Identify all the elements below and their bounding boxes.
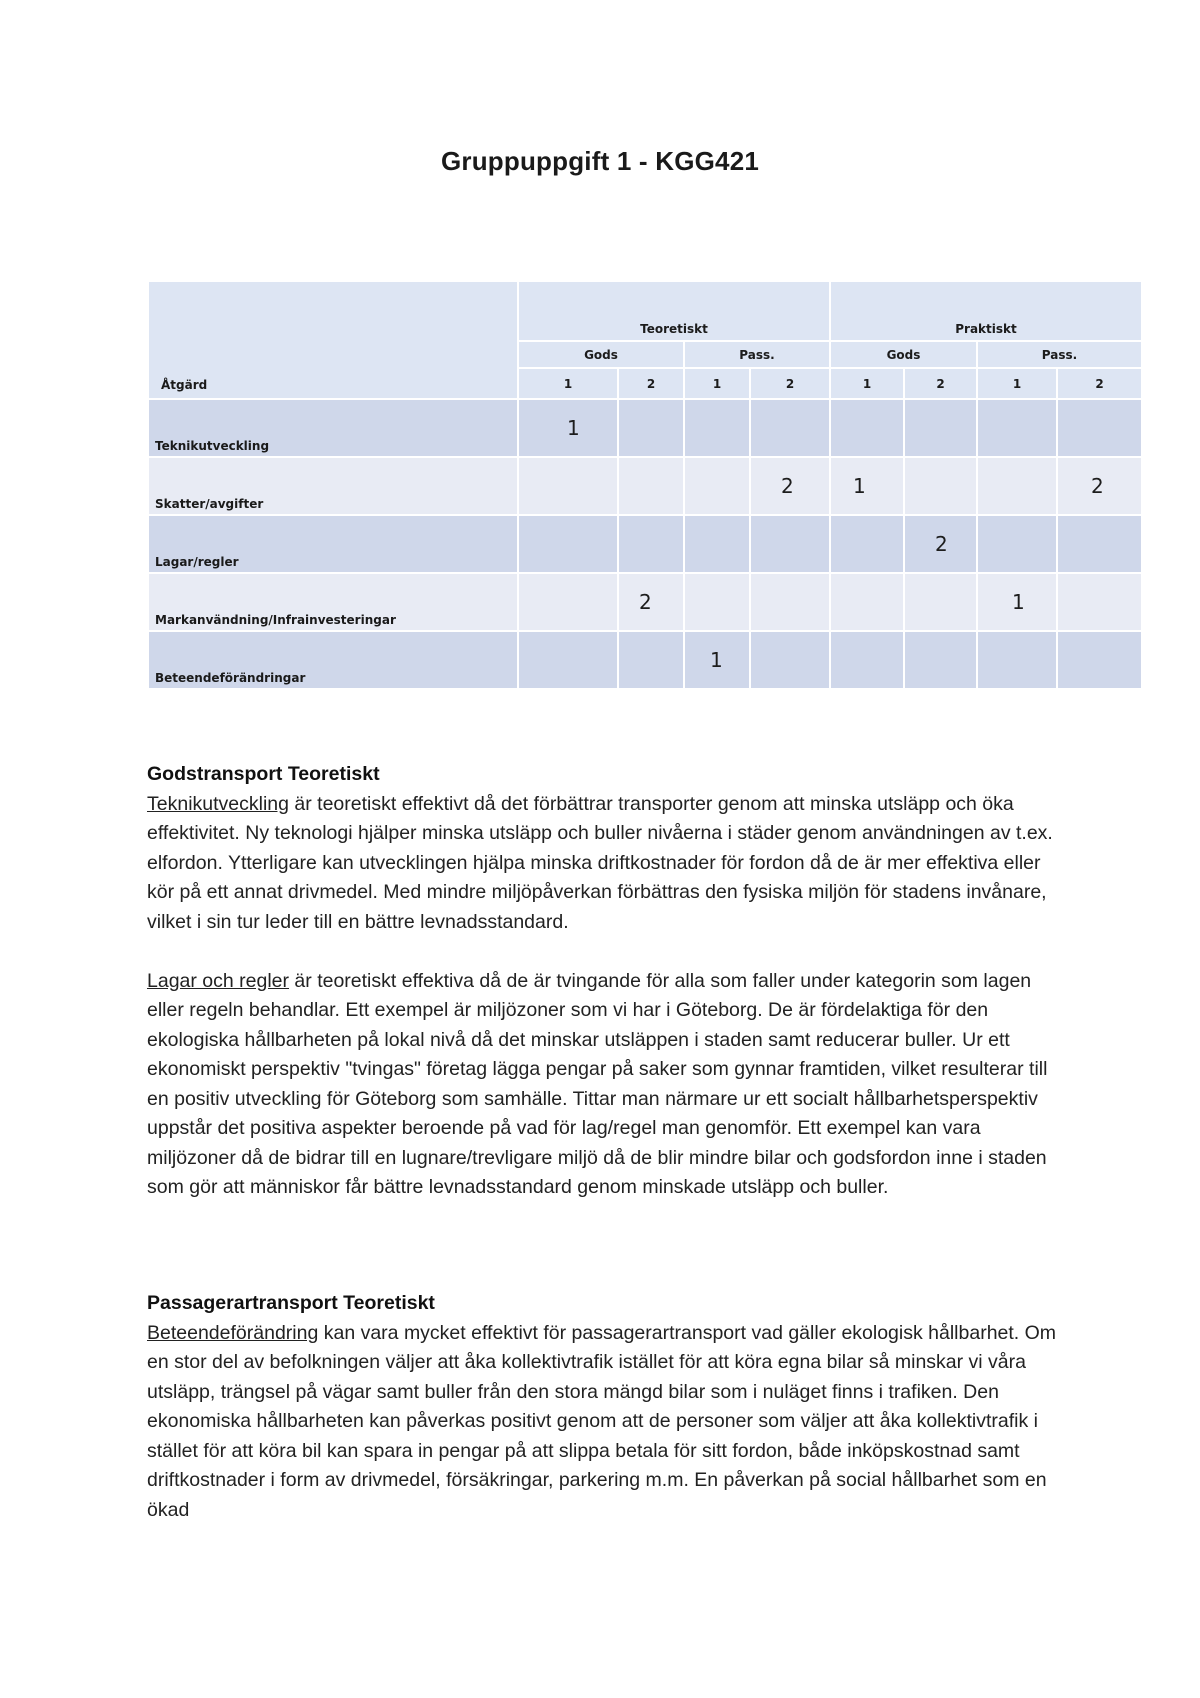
row-label: Markanvändning/Infrainvesteringar	[148, 573, 518, 631]
header-gods: Gods	[518, 341, 684, 368]
table-cell: 1	[518, 399, 618, 457]
paragraph-text: är teoretiskt effektivt då det förbättrar transporter genom att minska utsläpp och öka effektivitet. Ny teknologi hjälper minska utsläpp och buller nivåerna i städer genom användningen av t.ex. elfordon. Ytterligare kan utvecklingen hjälpa minska driftkostnader för fordon då de är mer effektiva eller kör på ett annat drivmedel. Med mindre miljöpåverkan förbättras den fysiska miljön för stadens invånare, vilket i sin tur leder till en bättre levnadsstandard.	[147, 792, 1053, 933]
header-num: 1	[830, 368, 904, 399]
table-cell	[684, 457, 750, 515]
table-cell: 2	[904, 515, 977, 573]
row-label: Teknikutveckling	[148, 399, 518, 457]
table-cell	[830, 573, 904, 631]
header-pass: Pass.	[684, 341, 830, 368]
row-label: Beteendeförändringar	[148, 631, 518, 689]
table-cell	[518, 457, 618, 515]
table-cell	[750, 515, 830, 573]
table-cell	[904, 573, 977, 631]
header-num: 1	[684, 368, 750, 399]
table-cell	[904, 399, 977, 457]
table-cell: 1	[830, 457, 904, 515]
table-row	[148, 399, 1142, 457]
table-cell	[904, 457, 977, 515]
table-row	[148, 573, 1142, 631]
measures-matrix-table	[147, 280, 1143, 690]
paragraph	[147, 967, 1067, 1203]
table-cell	[684, 399, 750, 457]
table-cell	[618, 457, 684, 515]
table-cell: 2	[750, 457, 830, 515]
paragraph-text: kan vara mycket effektivt för passagerartransport vad gäller ekologisk hållbarhet. Om en stor del av befolkningen väljer att åka kollektivtrafik istället för att köra egna bilar så minskar vi våra utsläpp, trängsel på vägar samt buller från den stora mängd bilar som i nuläget finns i trafiken. Den ekonomiska hållbarheten kan påverkas positivt genom att de personer som väljer att åka kollektivtrafik i stället för att köra bil kan spara in pengar på att slippa betala för sitt fordon, både inköpskostnad samt driftkostnader i form av drivmedel, försäkringar, parkering m.m. En påverkan på social hållbarhet som en ökad	[147, 1321, 1057, 1521]
table-cell	[518, 573, 618, 631]
table-cell: 2	[1057, 457, 1142, 515]
header-num: 2	[904, 368, 977, 399]
header-pass: Pass.	[977, 341, 1142, 368]
section-godstransport	[147, 760, 1067, 1203]
table-cell	[904, 631, 977, 689]
table-cell: 1	[684, 631, 750, 689]
underlined-term: Lagar och regler	[147, 969, 290, 992]
table-cell	[977, 457, 1057, 515]
table-cell	[618, 399, 684, 457]
section-passagerartransport	[147, 1289, 1067, 1525]
table-cell	[750, 399, 830, 457]
table-cell	[618, 631, 684, 689]
table-cell	[830, 399, 904, 457]
table-cell	[977, 515, 1057, 573]
header-num: 2	[750, 368, 830, 399]
table-row	[148, 631, 1142, 689]
header-teoretiskt: Teoretiskt	[518, 281, 830, 341]
underlined-term: Beteendeförändring	[147, 1321, 319, 1344]
table-header-row	[148, 281, 1142, 341]
table-cell: 2	[618, 573, 684, 631]
table-cell	[830, 631, 904, 689]
table-cell	[830, 515, 904, 573]
table-row	[148, 515, 1142, 573]
table-cell	[750, 631, 830, 689]
row-label: Skatter/avgifter	[148, 457, 518, 515]
header-praktiskt: Praktiskt	[830, 281, 1142, 341]
section-heading: Passagerartransport Teoretiskt	[147, 1292, 435, 1314]
header-num: 1	[977, 368, 1057, 399]
table-cell	[977, 399, 1057, 457]
underlined-term: Teknikutveckling	[147, 792, 289, 815]
table-cell	[618, 515, 684, 573]
header-num: 2	[618, 368, 684, 399]
table-cell	[977, 631, 1057, 689]
paragraph-text: är teoretiskt effektiva då de är tvingande för alla som faller under kategorin som lagen eller regeln behandlar. Ett exempel är miljözoner som vi har i Göteborg. De är fördelaktiga för den ekologiska hållbarheten på lokal nivå då det minskar utsläppen i staden samt reducerar buller. Ur ett ekonomiskt perspektiv "tvingas" företag lägga pengar på saker som gynnar framtiden, vilket resulterar till en positiv utveckling för Göteborg som samhälle. Tittar man närmare ur ett socialt hållbarhetsperspektiv uppstår det positiva aspekter beroende på vad för lag/regel man genomför. Ett exempel kan vara miljözoner då de bidrar till en lugnare/trevligare miljö då de blir mindre bilar och godsfordon inne i staden som gör att människor får bättre levnadsstandard genom minskade utsläpp och buller.	[147, 969, 1048, 1198]
table-cell	[1057, 399, 1142, 457]
paragraph	[147, 1319, 1067, 1526]
header-gods: Gods	[830, 341, 977, 368]
table-cell	[518, 515, 618, 573]
table-cell	[1057, 573, 1142, 631]
table-cell	[518, 631, 618, 689]
table-cell	[1057, 631, 1142, 689]
page-title: Gruppuppgift 1 - KGG421	[440, 146, 760, 176]
table-cell: 1	[977, 573, 1057, 631]
section-heading: Godstransport Teoretiskt	[147, 763, 380, 785]
paragraph	[147, 790, 1067, 938]
header-num: 1	[518, 368, 618, 399]
table-cell	[1057, 515, 1142, 573]
header-num: 2	[1057, 368, 1142, 399]
table-cell	[684, 515, 750, 573]
table-cell	[684, 573, 750, 631]
table-cell	[750, 573, 830, 631]
atgard-header: Åtgärd	[161, 378, 208, 392]
row-label: Lagar/regler	[148, 515, 518, 573]
table-row	[148, 457, 1142, 515]
